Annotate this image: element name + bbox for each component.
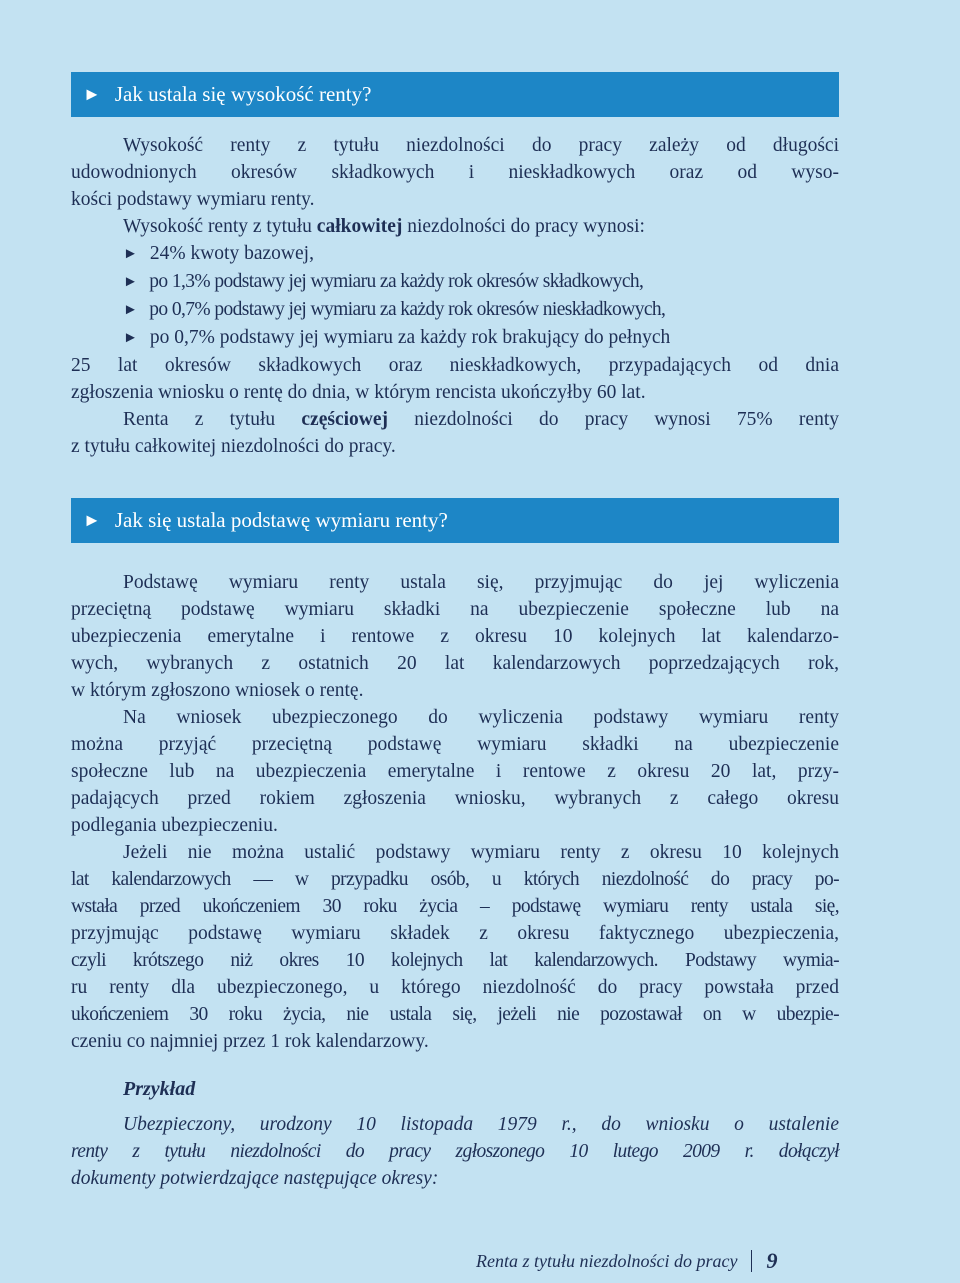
paragraph-line: padających przed rokiem zgłoszenia wniosku, wybranych z całego okresu [71, 788, 839, 809]
list-item: ► po 0,7% podstawy jej wymiaru za każdy rok okresów nieskładkowych, [71, 296, 839, 324]
triangle-bullet-icon: ► [123, 246, 138, 262]
paragraph-line: przyjmując podstawę wymiaru składek z okresu faktycznego ubezpieczenia, [71, 923, 839, 944]
footer-divider [751, 1250, 752, 1272]
paragraph-line: wych, wybranych z ostatnich 20 lat kalendarzowych poprzedzających rok, [71, 653, 839, 674]
triangle-bullet-icon: ► [123, 274, 138, 290]
paragraph-line: Podstawę wymiaru renty ustala się, przyjmując do jej wyliczenia [123, 572, 839, 593]
paragraph-line: Jeżeli nie można ustalić podstawy wymiaru renty z okresu 10 kolejnych [123, 842, 839, 863]
paragraph-line: Wysokość renty z tytułu niezdolności do pracy zależy od długości [123, 135, 839, 156]
paragraph-line: z tytułu całkowitej niezdolności do pracy. [71, 436, 396, 457]
example-title: Przykład [123, 1078, 196, 1100]
paragraph-line: w którym zgłoszono wniosek o rentę. [71, 680, 364, 701]
section1-body [71, 132, 839, 460]
paragraph-line: ru renty dla ubezpieczonego, u którego niezdolność do pracy powstała przed [71, 977, 839, 998]
triangle-marker-icon: ► [83, 510, 101, 530]
section-header-podstawa [71, 498, 839, 543]
list-item: ► 24% kwoty bazowej, [71, 240, 839, 268]
paragraph-line: czeniu co najmniej przez 1 rok kalendarzowy. [71, 1031, 429, 1052]
paragraph-line: zgłoszenia wniosku o rentę do dnia, w którym rencista ukończyłby 60 lat. [71, 382, 646, 403]
example-line: renty z tytułu niezdolności do pracy zgłoszonego 10 lutego 2009 r. dołączył [71, 1141, 839, 1162]
triangle-bullet-icon: ► [123, 302, 138, 318]
paragraph-line: udowodnionych okresów składkowych i nieskładkowych oraz od wyso- [71, 162, 839, 183]
paragraph-intro: Wysokość renty z tytułu całkowitej niezdolności do pracy wynosi: [123, 216, 645, 237]
paragraph-line: ukończeniem 30 roku życia, nie ustala się, jeżeli nie pozostawał on w ubezpie- [71, 1004, 839, 1025]
list-item: ► po 1,3% podstawy jej wymiaru za każdy rok okresów składkowych, [71, 268, 839, 296]
section2-body [71, 569, 839, 1055]
paragraph-line: podlegania ubezpieczeniu. [71, 815, 278, 836]
triangle-marker-icon: ► [83, 84, 101, 104]
paragraph-line: można przyjąć przeciętną podstawę wymiaru składki na ubezpieczenie [71, 734, 839, 755]
paragraph-line: 25 lat okresów składkowych oraz nieskładkowych, przypadających od dnia [71, 355, 839, 376]
paragraph-line: czyli krótszego niż okres 10 kolejnych lat kalendarzowych. Podstawy wymia- [71, 950, 839, 971]
paragraph-line: ubezpieczenia emerytalne i rentowe z okresu 10 kolejnych lat kalendarzo- [71, 626, 839, 647]
bold-term: częściowej [301, 409, 388, 430]
section-title: Jak ustala się wysokość renty? [114, 82, 372, 106]
paragraph-line: wstała przed ukończeniem 30 roku życia – podstawę wymiaru renty ustala się, [71, 896, 839, 917]
paragraph-line: lat kalendarzowych — w przypadku osób, u których niezdolność do pracy po- [71, 869, 839, 890]
paragraph-line: Na wniosek ubezpieczonego do wyliczenia podstawy wymiaru renty [123, 707, 839, 728]
section-title: Jak się ustala podstawę wymiaru renty? [114, 508, 448, 532]
example-line: dokumenty potwierdzające następujące okresy: [71, 1168, 439, 1189]
section-header-wysokosc [71, 72, 839, 117]
paragraph-line: społeczne lub na ubezpieczenia emerytalne i rentowe z okresu 20 lat, przy- [71, 761, 839, 782]
paragraph-line: kości podstawy wymiaru renty. [71, 189, 315, 210]
paragraph-line: Renta z tytułu częściowej niezdolności do pracy wynosi 75% renty [123, 409, 839, 430]
triangle-bullet-icon: ► [123, 330, 138, 346]
page-number: 9 [766, 1248, 778, 1273]
bold-term: całkowitej [316, 216, 403, 237]
example-line: Ubezpieczony, urodzony 10 listopada 1979 r., do wniosku o ustalenie [123, 1114, 839, 1135]
paragraph-line: przeciętną podstawę wymiaru składki na ubezpieczenie społeczne lub na [71, 599, 839, 620]
list-item: ► po 0,7% podstawy jej wymiaru za każdy rok brakujący do pełnych [71, 324, 839, 352]
example-body [71, 1111, 839, 1192]
running-title: Renta z tytułu niezdolności do pracy [476, 1250, 738, 1271]
page-footer [476, 1248, 777, 1274]
